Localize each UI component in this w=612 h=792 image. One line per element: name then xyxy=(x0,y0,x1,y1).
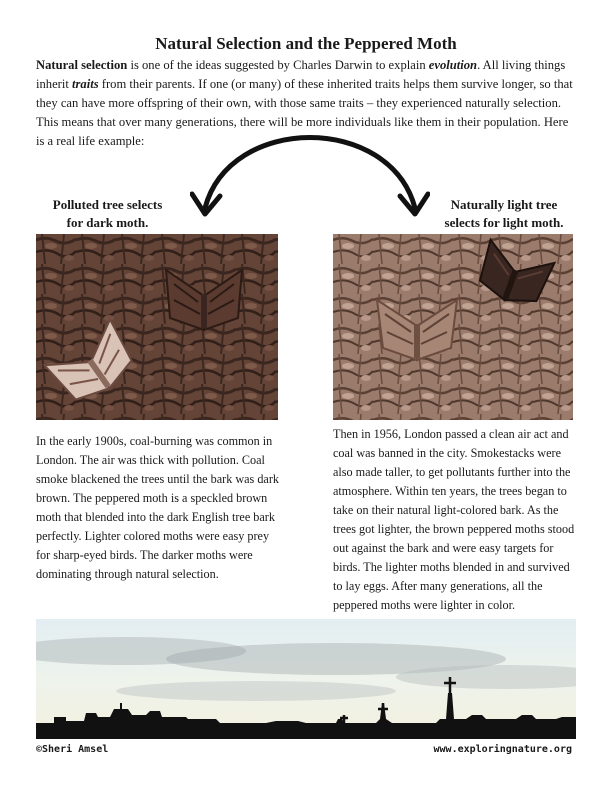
double-arrow-icon xyxy=(190,126,430,226)
term-natural-selection: Natural selection xyxy=(36,58,128,72)
intro-text-1: is one of the ideas suggested by Charles Darwin to explain xyxy=(127,58,429,72)
right-caption-line2: selects for light moth. xyxy=(444,215,564,230)
intro-text-3: from their parents. If one (or many) of these inherited traits helps them survive longer, so that they can have more offspring of their own, with those same traits – they experienced naturally selection. This means that over many generations, there will be more individuals like them in their population. Here is a real life example: xyxy=(36,77,573,148)
website-link[interactable]: www.exploringnature.org xyxy=(433,744,572,755)
dark-bark-photo xyxy=(36,234,278,420)
left-caption-line1: Polluted tree selects xyxy=(52,197,163,212)
intro-text-2: . All living things inherit xyxy=(36,58,566,91)
right-caption-line1: Naturally light tree xyxy=(450,197,558,212)
page-title: Natural Selection and the Peppered Moth xyxy=(155,34,457,53)
city-skyline-illustration xyxy=(36,619,576,739)
term-traits: traits xyxy=(72,77,99,91)
left-explanation: In the early 1900s, coal-burning was common in London. The air was thick with pollution. Coal smoke blackened the trees until the bark was dark brown. The peppered moth is a speckled brown moth that blended into the dark English tree bark perfectly. Lighter colored moths were easy prey for sharp-eyed birds. The darker moths were dominating through natural selection. xyxy=(36,434,279,581)
left-caption xyxy=(40,196,175,232)
right-caption xyxy=(424,196,584,232)
copyright-text: ©Sheri Amsel xyxy=(36,744,109,755)
term-evolution: evolution xyxy=(428,58,478,72)
left-caption-line2: for dark moth. xyxy=(66,215,149,230)
right-explanation: Then in 1956, London passed a clean air act and coal was banned in the city. Smokestacks were also made taller, to get pollutants further into the atmosphere. Within ten years, the trees began to take on their natural light-colored bark. As the trees got lighter, the brown peppered moths stood out against the bark and were easy targets for birds. The lighter moths blended in and survived to lay eggs. After many generations, all the peppered moths were lighter in color. xyxy=(333,427,575,612)
light-bark-photo xyxy=(333,234,573,420)
